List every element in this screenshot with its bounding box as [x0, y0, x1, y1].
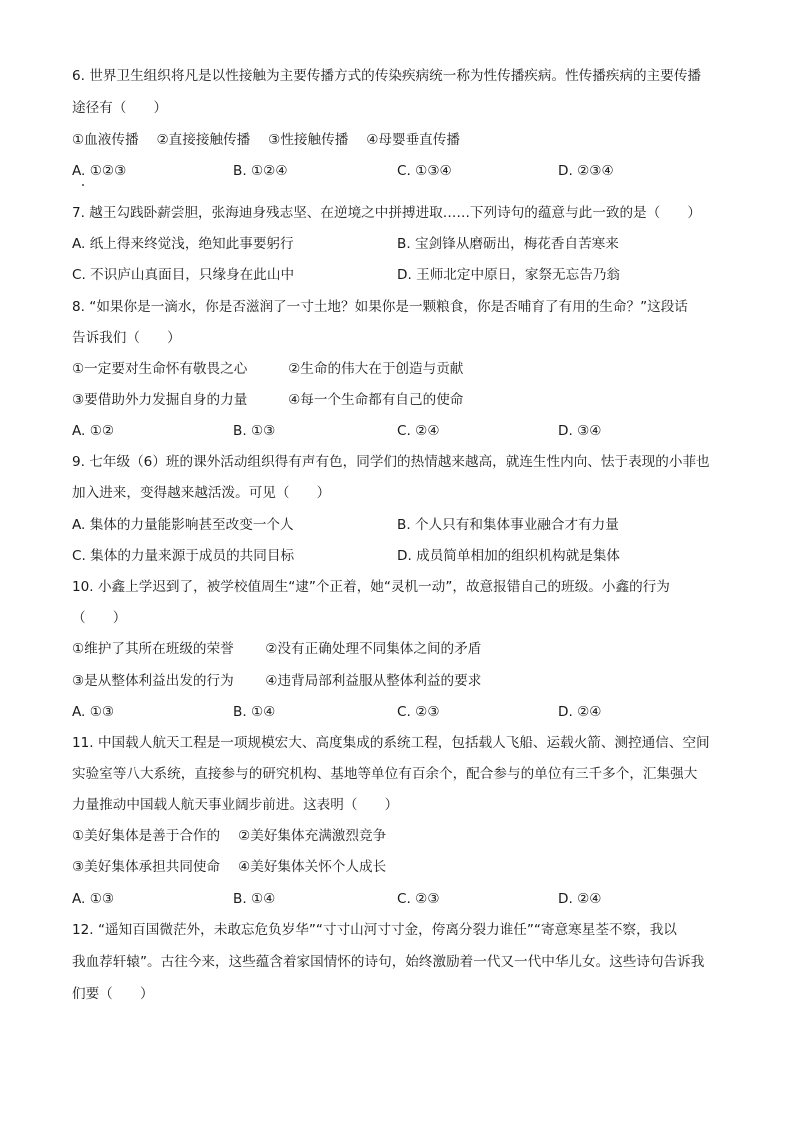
q9-option-d: D. 成员简单相加的组织机构就是集体: [397, 548, 621, 564]
q10-option-a: A. ①③: [72, 704, 115, 720]
q6-option-c: C. ①③④: [397, 163, 452, 179]
q12-stem-line-1: 12. “遥知百国微茫外，未敢忘危负岁华”“寸寸山河寸寸金，侉离分裂力谁任”“寄意寒星荃不察，我以: [72, 922, 677, 938]
stray-dot-mark: [82, 184, 84, 186]
q11-option-d: D. ②④: [558, 891, 602, 907]
q9-option-c: C. 集体的力量来源于成员的共同目标: [72, 548, 295, 564]
q8-stem-line-1: 8. “如果你是一滴水，你是否滋润了一寸土地？如果你是一颗粮食，你是否哺育了有用的生命？”这段话: [72, 299, 688, 315]
q11-option-b: B. ①④: [233, 891, 276, 907]
q10-items-line-1: ①维护了其所在班级的荣誉 ②没有正确处理不同集体之间的矛盾: [72, 641, 482, 657]
q12-stem-line-3: 们要（ ）: [72, 986, 154, 1002]
q9-option-b: B. 个人只有和集体事业融合才有力量: [397, 517, 619, 533]
q10-stem-line-2: （ ）: [72, 610, 127, 626]
q10-items-line-2: ③是从整体利益出发的行为 ④违背局部利益服从整体利益的要求: [72, 673, 482, 689]
q8-option-d: D. ③④: [558, 423, 602, 439]
q12-stem-line-2: 我血荐轩辕”。古往今来，这些蕴含着家国情怀的诗句，始终激励着一代又一代中华儿女。这些诗句告诉我: [72, 954, 705, 970]
q10-option-b: B. ①④: [233, 704, 276, 720]
q8-stem-line-2: 告诉我们（ ）: [72, 330, 181, 346]
q9-option-a: A. 集体的力量能影响甚至改变一个人: [72, 517, 294, 533]
q7-option-c: C. 不识庐山真面目，只缘身在此山中: [72, 267, 295, 283]
q11-option-c: C. ②③: [397, 891, 440, 907]
q11-stem-line-2: 实验室等八大系统，直接参与的研究机构、基地等单位有百余个，配合参与的单位有三千多个，汇集强大: [72, 766, 698, 782]
q11-option-a: A. ①③: [72, 891, 115, 907]
q10-option-d: D. ②④: [558, 704, 602, 720]
q9-stem-line-1: 9. 七年级（6）班的课外活动组织得有声有色，同学们的热情越来越高，就连生性内向、怯于表现的小菲也: [72, 454, 710, 470]
q7-option-b: B. 宝剑锋从磨砺出，梅花香自苦寒来: [397, 236, 619, 252]
q6-option-a: A. ①②③: [72, 163, 127, 179]
q6-items: ①血液传播 ②直接接触传播 ③性接触传播 ④母婴垂直传播: [72, 132, 460, 148]
q7-option-a: A. 纸上得来终觉浅，绝知此事要躬行: [72, 236, 294, 252]
q6-option-b: B. ①②④: [233, 163, 288, 179]
q11-items-line-1: ①美好集体是善于合作的 ②美好集体充满激烈竞争: [72, 828, 387, 844]
q8-option-c: C. ②④: [397, 423, 440, 439]
q6-stem-line-2: 途径有（ ）: [72, 100, 168, 116]
q9-stem-line-2: 加入进来，变得越来越活泼。可见（ ）: [72, 485, 331, 501]
q6-stem-line-1: 6. 世界卫生组织将凡是以性接触为主要传播方式的传染疾病统一称为性传播疾病。性传播疾病的主要传播: [72, 68, 702, 84]
q7-option-d: D. 王师北定中原日，家祭无忘告乃翁: [397, 267, 621, 283]
q10-stem-line-1: 10. 小鑫上学迟到了，被学校值周生“逮”个正着，她“灵机一动”，故意报错自己的班级。小鑫的行为: [72, 579, 670, 595]
q11-stem-line-3: 力量推动中国载人航天事业阔步前进。这表明（ ）: [72, 797, 399, 813]
q8-option-a: A. ①②: [72, 423, 115, 439]
q6-option-d: D. ②③④: [558, 163, 614, 179]
q10-option-c: C. ②③: [397, 704, 440, 720]
q8-option-b: B. ①③: [233, 423, 276, 439]
q11-stem-line-1: 11. 中国载人航天工程是一项规模宏大、高度集成的系统工程，包括载人飞船、运载火箭、测控通信、空间: [72, 735, 710, 751]
q8-items-line-1: ①一定要对生命怀有敬畏之心 ②生命的伟大在于创造与贡献: [72, 361, 464, 377]
q11-items-line-2: ③美好集体承担共同使命 ④美好集体关怀个人成长: [72, 859, 387, 875]
q8-items-line-2: ③要借助外力发掘自身的力量 ④每一个生命都有自己的使命: [72, 392, 464, 408]
q7-stem-line-1: 7. 越王勾践卧薪尝胆，张海迪身残志坚、在逆境之中拼搏进取……下列诗句的蕴意与此一致的是（ ）: [72, 205, 702, 221]
